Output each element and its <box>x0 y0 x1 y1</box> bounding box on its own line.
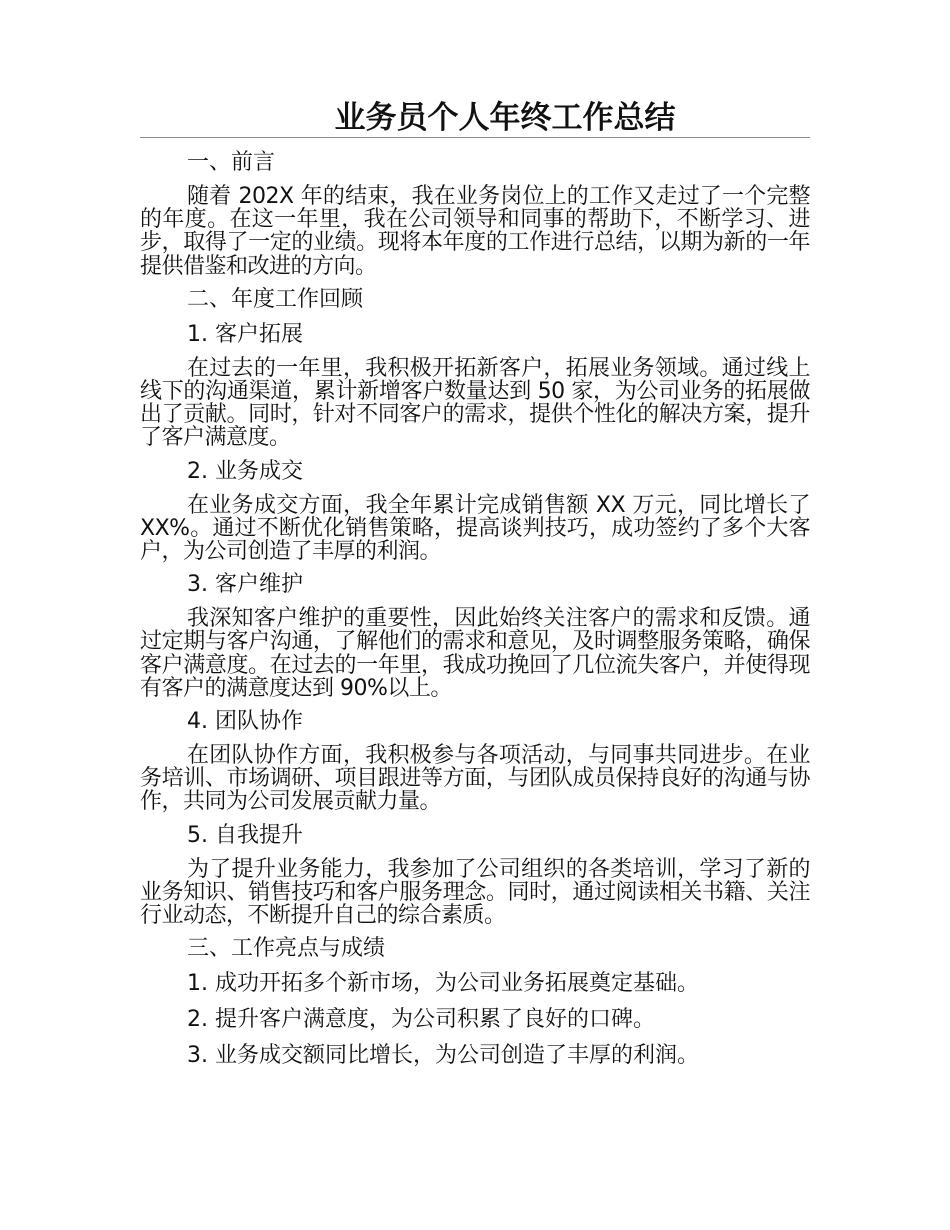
paragraph-self-improvement: 为了提升业务能力，我参加了公司组织的各类培训，学习了新的业务知识、销售技巧和客户服务理念。同时，通过阅读相关书籍、关注行业动态，不断提升自己的综合素质。 <box>140 856 810 929</box>
section-heading-review: 二、年度工作回顾 <box>187 286 364 312</box>
document-title: 业务员个人年终工作总结 <box>334 100 676 136</box>
paragraph-client-expansion: 在过去的一年里，我积极开拓新客户，拓展业务领域。通过线上线下的沟通渠道，累计新增客户数量达到 50 家，为公司业务的拓展做出了贡献。同时，针对不同客户的需求，提供个性化的解决方案，提升了客户满意度。 <box>140 355 810 451</box>
highlight-item: 3. 业务成交额同比增长，为公司创造了丰厚的利润。 <box>187 1043 699 1069</box>
subheading-client-expansion: 1. 客户拓展 <box>187 321 303 347</box>
title-underline <box>140 137 810 138</box>
subheading-client-maintenance: 3. 客户维护 <box>187 572 303 598</box>
subheading-teamwork: 4. 团队协作 <box>187 709 303 735</box>
document-page <box>140 100 810 1079</box>
subheading-self-improvement: 5. 自我提升 <box>187 822 303 848</box>
paragraph-intro: 随着 202X 年的结束，我在业务岗位上的工作又走过了一个完整的年度。在这一年里，我在公司领导和同事的帮助下，不断学习、进步，取得了一定的业绩。现将本年度的工作进行总结，以期为新的一年提供借鉴和改进的方向。 <box>140 184 810 279</box>
paragraph-deals: 在业务成交方面，我全年累计完成销售额 XX 万元，同比增长了 XX%。通过不断优化销售策略，提高谈判技巧，成功签约了多个大客户，为公司创造了丰厚的利润。 <box>140 492 810 565</box>
section-heading-highlights: 三、工作亮点与成绩 <box>187 936 386 962</box>
paragraph-client-maintenance: 我深知客户维护的重要性，因此始终关注客户的需求和反馈。通过定期与客户沟通，了解他们的需求和意见，及时调整服务策略，确保客户满意度。在过去的一年里，我成功挽回了几位流失客户，并使得现有客户的满意度达到 90%以上。 <box>140 606 810 701</box>
section-heading-intro: 一、前言 <box>187 150 276 175</box>
subheading-deals: 2. 业务成交 <box>187 458 303 484</box>
highlight-item: 1. 成功开拓多个新市场，为公司业务拓展奠定基础。 <box>187 971 699 997</box>
paragraph-teamwork: 在团队协作方面，我积极参与各项活动，与同事共同进步。在业务培训、市场调研、项目跟进等方面，与团队成员保持良好的沟通与协作，共同为公司发展贡献力量。 <box>140 743 810 815</box>
highlight-item: 2. 提升客户满意度，为公司积累了良好的口碑。 <box>187 1007 655 1033</box>
